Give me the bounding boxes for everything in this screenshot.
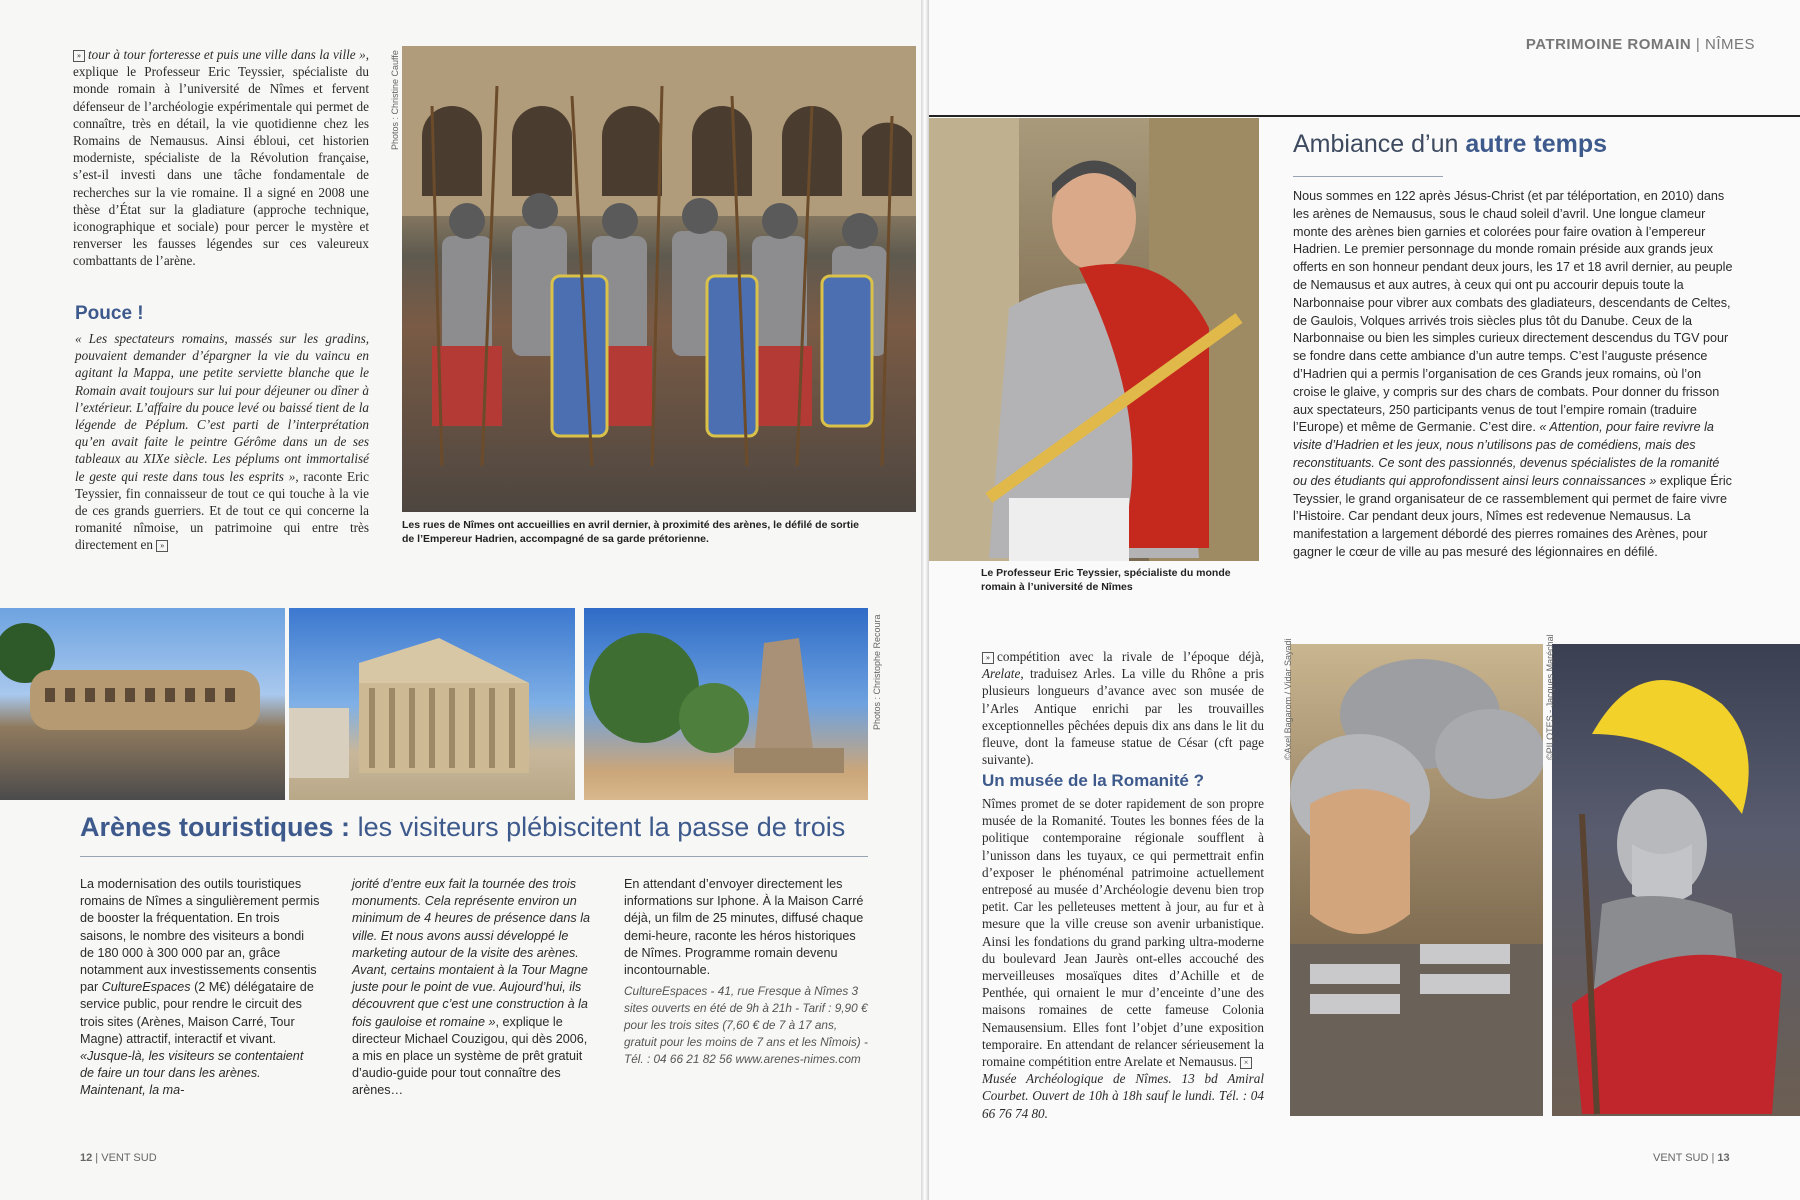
ambiance-quote: « Attention, pour faire revivre la visite d’Hadrien et les jeux, nous n’utilisons pas de comédiens, mais des reconstituants. Ce sont des passionnés, devenus spécialistes de la romanité ou des étudiants qui approfondissent ainsi leurs connaissances » bbox=[1293, 420, 1720, 488]
spine-gutter bbox=[921, 0, 929, 1200]
article-title-light: les visiteurs plébiscitent la passe de trois bbox=[350, 812, 846, 842]
plume-soldier-photo bbox=[1552, 644, 1800, 1116]
article-title bbox=[80, 812, 845, 843]
legion-illustration bbox=[402, 46, 916, 512]
intro-text bbox=[73, 46, 369, 270]
photo-credit-helmets: ©Axel Bagarom / Vidar Sayadi bbox=[1283, 638, 1293, 760]
ambiance-text bbox=[1293, 188, 1733, 562]
ambiance-title-bold: autre temps bbox=[1465, 130, 1608, 158]
magazine-name-left: VENT SUD bbox=[101, 1152, 157, 1164]
runner-section: PATRIMOINE ROMAIN bbox=[1525, 36, 1692, 53]
ambiance-rule bbox=[1293, 176, 1443, 177]
col1-culture-espaces: CultureEspaces bbox=[101, 980, 191, 995]
competition-body-b: , traduisez Arles. La ville du Rhône a pris plusieurs longueurs d’avance avec son musée de l’Arles Antique enrichi par les trouvailles exceptionnelles pêchées depuis dix ans dans le lit du fleuve, dont la fameuse statue de César (cft page suivante). bbox=[982, 666, 1264, 768]
col3-text: En attendant d’envoyer directement les informations sur Iphone. À la Maison Carré déjà, un film de 25 minutes, diffusé chaque demi-heure, raconte les héros historiques de Nîmes. Programme romain devenu incontournable. bbox=[624, 877, 864, 978]
pouce-body: , raconte Eric Teyssier, fin connaisseur de tout ce qui touche à la vie de ces grands guerriers. Et de tout ce qui concerne la romanité nîmoise, un patrimoine qui entre très directement en bbox=[75, 468, 369, 553]
left-folio bbox=[80, 1152, 157, 1164]
top-bar-rule bbox=[929, 115, 1800, 117]
article-title-bold: Arènes touristiques : bbox=[80, 812, 351, 842]
right-folio bbox=[1653, 1152, 1730, 1164]
musee-text bbox=[982, 795, 1264, 1122]
tour-magne-illustration bbox=[584, 608, 868, 800]
photo-credit-top: Photos : Christine Cauffe bbox=[390, 50, 400, 150]
photo-credit-strip: Photos : Christophe Recoura bbox=[872, 614, 882, 730]
col1-text-c: (2 M€) délégataire de service public, pour rendre le circuit des trois sites (Arènes, Maison Carré, Tour Magne) attractif, interactif et vivant. bbox=[80, 980, 314, 1046]
ambiance-body-2: explique Éric Teyssier, le grand organisateur de ce rassemblement qui permet de faire vivre l’Histoire. Car pendant deux jours, Nîmes est redevenue Nemausus. La manifestation a largement débordé des pierres romaines des Arènes, pour gagner le cœur de ville au pas mesuré des légionnaires en défilé. bbox=[1293, 473, 1732, 559]
page-number-right: 13 bbox=[1717, 1152, 1730, 1164]
article-col-1 bbox=[80, 876, 320, 1100]
pouce-quote: « Les spectateurs romains, massés sur les gradins, pouvaient demander d’épargner la vie du vaincu en agitant la Mappa, une petite serviette blanche que le Romain avait toujours sur lui pour déjeuner ou dîner à l’extérieur. L’affaire du pouce levé ou baissé tient de la légende de Péplum. C’est parti de l’interprétation qu’en avait faite le peintre Gérôme dans un de ses tableaux au XIXe siècle. Les péplums ont immortalisé le geste qui reste dans tous les esprits » bbox=[75, 331, 369, 484]
ambiance-body-1: Nous sommes en 122 après Jésus-Christ (et par téléportation, en 2010) dans les arènes de Nemausus, sous le chaud soleil d’avril. Une longue clameur monte des arènes bien garnies et colorées pour faire ovation à l’empereur Hadrien. Le premier personnage du monde romain préside aux grands jeux offerts en son honneur pendant deux jours, les 17 et 18 avril dernier, au peuple de Nemausus et aux autres, à ceux qui ont pu accourir depuis toute la Narbonnaise pour vibrer aux combats des gladiateurs, descendants de Celtes, de Gaulois, Volques arrivés trois siècles plus tôt du Danube. Ceux de la Narbonnaise ou bien les simples curieux directement descendus du TGV pour se fondre dans cette ambiance d’un autre temps. C’est l’auguste présence d’Hadrien qui a permis l’organisation de ces Grands jeux romains, où l’on croise le glaive, y compris sur des chars de combats. Pour donner du frisson aux spectateurs, 250 participants venus de tout l’empire romain (traduire l’Europe) et même de Germanie. C’est dire. bbox=[1293, 189, 1733, 435]
continue-arrow-icon: » bbox=[982, 652, 994, 664]
page-number-left: 12 bbox=[80, 1152, 93, 1164]
competition-arelate: Arelate bbox=[982, 666, 1021, 682]
folio-separator: | bbox=[1708, 1152, 1718, 1164]
folio-separator: | bbox=[92, 1152, 102, 1164]
plume-soldier-illustration bbox=[1552, 644, 1800, 1116]
musee-body: Nîmes promet de se doter rapidement de son propre musée de la Romanité. Toutes les bonnes fées de la politique contemporaine régionale soufflent à l’unisson dans les tuyaux, ce qui permettrait enfin d’exposer le phénoménal patrimoine actuellement entreposé au musée d’Archéologie devenu bien trop petit. Car les pelleteuses mettent à jour, au fur et à mesure que la ville creuse son avenir urbanistique. Ainsi les fondations du grand parking ultra-moderne du boulevard Jean Jaurès ont-elles accouché des merveilleuses mosaïques dites d’Achille et de Penthée, qui ornaient le mur d’enceinte d’une des maisons romaines de cette fameuse Colonia Nemausensium. Elles font l’objet d’une exposition temporaire. En attendant de relancer sérieusement la romaine compétition entre Arelate et Nemausus. bbox=[982, 796, 1264, 1070]
ambiance-title bbox=[1293, 130, 1607, 159]
competition-body-a: compétition avec la rivale de l’époque déjà, bbox=[997, 649, 1264, 664]
pouce-heading: Pouce ! bbox=[75, 303, 144, 324]
runner-city: NÎMES bbox=[1704, 36, 1755, 53]
article-col-3 bbox=[624, 876, 868, 1068]
section-runner bbox=[1526, 36, 1755, 53]
portrait-illustration bbox=[929, 118, 1259, 561]
pouce-text bbox=[75, 330, 369, 554]
intro-quote: tour à tour forteresse et puis une ville dans la ville » bbox=[88, 47, 366, 62]
col2-text: , explique le directeur Michael Couzigou, qui dès 2006, a mis en place un système de prêt gratuit d’audio-guide pour tout connaître des arènes… bbox=[352, 1014, 588, 1098]
runner-separator: | bbox=[1691, 36, 1705, 53]
helmets-photo bbox=[1290, 644, 1543, 1116]
article-col-2 bbox=[352, 876, 592, 1100]
magazine-name-right: VENT SUD bbox=[1653, 1152, 1709, 1164]
legion-photo bbox=[402, 46, 916, 512]
maison-carree-photo bbox=[289, 608, 575, 800]
photo-credit-plume: ©PILOTES - Jacques Maréchal bbox=[1545, 634, 1555, 760]
practical-info: CultureEspaces - 41, rue Fresque à Nîmes 3 sites ouverts en été de 9h à 21h - Tarif : 9,90 € pour les trois sites (7,60 € de 7 à 17 ans, gratuit pour les moins de 7 ans et les Nîmois) - Tél. : 04 66 21 82 56 www.arenes-nimes.com bbox=[624, 984, 868, 1067]
helmets-illustration bbox=[1290, 644, 1543, 1116]
portrait-caption: Le Professeur Eric Teyssier, spécialiste du monde romain à l’université de Nîmes bbox=[981, 567, 1231, 593]
continue-arrow-icon: » bbox=[156, 540, 168, 552]
right-page bbox=[929, 0, 1800, 1200]
arenes-illustration bbox=[0, 608, 285, 800]
competition-text bbox=[982, 648, 1264, 768]
arenes-photo bbox=[0, 608, 285, 800]
article-rule bbox=[80, 856, 868, 857]
tour-magne-photo bbox=[584, 608, 868, 800]
legion-caption: Les rues de Nîmes ont accueillies en avril dernier, à proximité des arènes, le défilé de sortie de l’Empereur Hadrien, accompagné de sa garde prétorienne. bbox=[402, 519, 859, 545]
intro-body: , explique le Professeur Eric Teyssier, spécialiste du monde romain à l’université de Nîmes et fervent défenseur de l’archéologie expérimentale qui permet de connaître, très en détail, la vie quotidienne chez les Romains de Nemausus. Ainsi ébloui, cet historien moderniste, spécialiste de la Révolution française, s’est-il investi dans une tâche fondamentale de recherches sur la vie romaine. Il a signé en 2008 une thèse d’État sur la gladiature (approche technique, iconographique et sociale) pour percer le mystère et renverser les fausses légendes sur ces valeureux combattants de l’arène. bbox=[73, 47, 369, 269]
continue-arrow-icon: » bbox=[73, 50, 85, 62]
portrait-photo bbox=[929, 118, 1259, 561]
maison-carree-illustration bbox=[289, 608, 575, 800]
col1-text-a: La modernisation des outils touristiques romains de Nîmes a singulièrement permis de booster la fréquentation. En trois saisons, le nombre des visiteurs a bondi de 180 000 à 300 000 par an, grâce notamment aux investissements consentis par bbox=[80, 877, 320, 995]
musee-heading: Un musée de la Romanité ? bbox=[982, 771, 1204, 790]
col1-quote: «Jusque-là, les visiteurs se contentaient de faire un tour dans les arènes. Maintenant, la ma- bbox=[80, 1049, 304, 1098]
end-mark-icon: × bbox=[1240, 1057, 1252, 1069]
musee-info: Musée Archéologique de Nîmes. 13 bd Amiral Courbet. Ouvert de 10h à 18h sauf le lundi. Tél. : 04 66 76 74 80. bbox=[982, 1071, 1264, 1121]
ambiance-title-light: Ambiance d’un bbox=[1293, 130, 1466, 158]
col2-quote: jorité d’entre eux fait la tournée des trois monuments. Cela représente environ un minimum de 4 heures de présence dans la ville. Et nous avons aussi développé le marketing autour de la visite des arènes. Avant, certains montaient à la Tour Magne juste pour le point de vue. Aujourd’hui, ils découvrent que c’est une construction à la fois gauloise et romaine » bbox=[352, 877, 591, 1029]
